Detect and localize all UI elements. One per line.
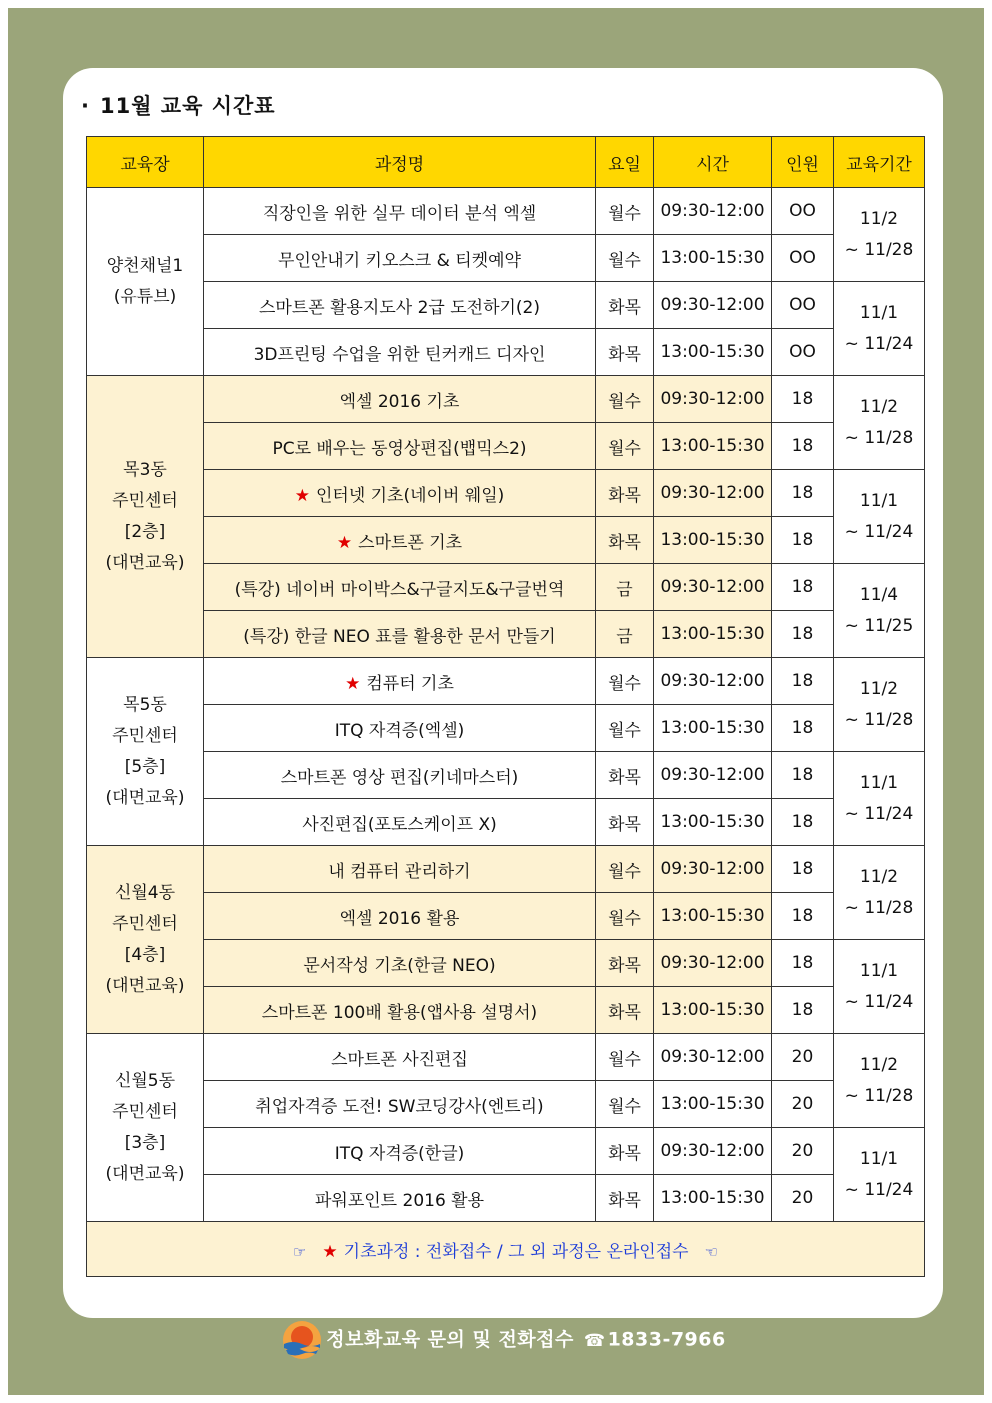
day-cell: 월수 <box>596 423 654 470</box>
venue-line: 목3동 <box>123 459 167 480</box>
contact-phone: 1833-7966 <box>607 1328 726 1351</box>
table-row <box>87 470 925 517</box>
pointing-hand-right-icon: ☞ <box>292 1242 307 1261</box>
table-row <box>87 658 925 705</box>
period-line: 11/2 <box>859 866 899 887</box>
period-line: 11/1 <box>859 772 899 793</box>
note-group <box>87 1222 925 1277</box>
table-row <box>87 235 925 282</box>
count-cell: 18 <box>772 376 834 423</box>
contact-footer <box>8 1320 992 1360</box>
venue-group <box>87 188 925 376</box>
count-cell: 18 <box>772 423 834 470</box>
course-cell <box>204 752 596 799</box>
time-cell: 13:00-15:30 <box>654 1175 772 1222</box>
day-cell: 화목 <box>596 517 654 564</box>
course-name: 컴퓨터 기초 <box>366 673 454 694</box>
course-name: 문서작성 기초(한글 NEO) <box>303 955 496 976</box>
pointing-hand-left-icon: ☜ <box>704 1242 719 1261</box>
course-name: 사진편집(포토스케이프 X) <box>302 814 497 835</box>
period-line: 11/2 <box>859 208 899 229</box>
day-cell: 금 <box>596 564 654 611</box>
period-cell <box>834 188 925 282</box>
time-cell: 13:00-15:30 <box>654 423 772 470</box>
course-cell <box>204 893 596 940</box>
telephone-icon: ☎ <box>583 1330 606 1351</box>
period-cell <box>834 940 925 1034</box>
day-cell: 월수 <box>596 1081 654 1128</box>
count-cell: 18 <box>772 517 834 564</box>
venue-cell <box>87 188 204 376</box>
day-cell: 화목 <box>596 282 654 329</box>
day-cell: 화목 <box>596 987 654 1034</box>
course-cell <box>204 987 596 1034</box>
venue-line: (대면교육) <box>105 787 185 808</box>
venue-line: 목5동 <box>123 694 167 715</box>
day-cell: 월수 <box>596 893 654 940</box>
period-line: ~ 11/28 <box>844 1085 914 1106</box>
table-row <box>87 987 925 1034</box>
count-cell: OO <box>772 329 834 376</box>
course-name: PC로 배우는 동영상편집(뱁믹스2) <box>272 438 527 459</box>
period-line: 11/1 <box>859 302 899 323</box>
course-name: 취업자격증 도전! SW코딩강사(엔트리) <box>255 1096 544 1117</box>
period-cell <box>834 846 925 940</box>
course-name: 스마트폰 100배 활용(앱사용 설명서) <box>261 1002 538 1023</box>
count-cell: 18 <box>772 611 834 658</box>
count-cell: 18 <box>772 752 834 799</box>
table-row <box>87 423 925 470</box>
time-cell: 13:00-15:30 <box>654 329 772 376</box>
time-cell: 09:30-12:00 <box>654 846 772 893</box>
course-cell <box>204 1128 596 1175</box>
count-cell: 18 <box>772 470 834 517</box>
day-cell: 월수 <box>596 846 654 893</box>
day-cell: 월수 <box>596 1034 654 1081</box>
venue-line: 주민센터 <box>112 1101 178 1122</box>
time-cell: 13:00-15:30 <box>654 799 772 846</box>
table-row <box>87 611 925 658</box>
venue-line: (유튜브) <box>113 286 177 307</box>
time-cell: 09:30-12:00 <box>654 1034 772 1081</box>
period-line: ~ 11/28 <box>844 709 914 730</box>
time-cell: 09:30-12:00 <box>654 1128 772 1175</box>
table-row <box>87 846 925 893</box>
day-cell: 화목 <box>596 752 654 799</box>
course-name: ITQ 자격증(한글) <box>334 1143 465 1164</box>
venue-line: 양천채널1 <box>106 255 184 276</box>
course-name: 엑셀 2016 활용 <box>339 908 460 929</box>
period-line: ~ 11/25 <box>844 615 914 636</box>
registration-note-text: 기초과정 : 전화접수 / 그 외 과정은 온라인접수 <box>343 1241 689 1262</box>
course-cell <box>204 940 596 987</box>
time-cell: 13:00-15:30 <box>654 987 772 1034</box>
course-cell <box>204 470 596 517</box>
course-cell <box>204 1081 596 1128</box>
venue-line: [3층] <box>124 1132 166 1153</box>
count-cell: 18 <box>772 893 834 940</box>
count-cell: 20 <box>772 1128 834 1175</box>
time-cell: 09:30-12:00 <box>654 470 772 517</box>
count-cell: 18 <box>772 564 834 611</box>
venue-line: 신월5동 <box>114 1070 176 1091</box>
time-cell: 13:00-15:30 <box>654 235 772 282</box>
time-cell: 09:30-12:00 <box>654 564 772 611</box>
venue-line: 주민센터 <box>112 913 178 934</box>
table-row <box>87 376 925 423</box>
course-cell <box>204 282 596 329</box>
period-cell <box>834 470 925 564</box>
period-line: ~ 11/28 <box>844 897 914 918</box>
venue-line: 주민센터 <box>112 490 178 511</box>
period-line: ~ 11/24 <box>844 803 914 824</box>
count-cell: 18 <box>772 799 834 846</box>
schedule-card <box>63 68 943 1318</box>
venue-cell <box>87 1034 204 1222</box>
red-star-icon: ★ <box>322 1241 338 1262</box>
count-cell: 18 <box>772 705 834 752</box>
red-star-icon: ★ <box>294 485 310 506</box>
table-row <box>87 564 925 611</box>
course-name: (특강) 한글 NEO 표를 활용한 문서 만들기 <box>243 626 556 647</box>
period-line: 11/4 <box>859 584 899 605</box>
count-cell: 18 <box>772 846 834 893</box>
course-name: 스마트폰 사진편집 <box>331 1049 468 1070</box>
day-cell: 화목 <box>596 1128 654 1175</box>
venue-line: 신월4동 <box>114 882 176 903</box>
course-name: 파워포인트 2016 활용 <box>314 1190 485 1211</box>
time-cell: 09:30-12:00 <box>654 658 772 705</box>
table-row <box>87 799 925 846</box>
period-line: 11/2 <box>859 678 899 699</box>
count-cell: 18 <box>772 987 834 1034</box>
period-cell <box>834 752 925 846</box>
period-cell <box>834 564 925 658</box>
table-row <box>87 1034 925 1081</box>
day-cell: 월수 <box>596 705 654 752</box>
day-cell: 월수 <box>596 188 654 235</box>
count-cell: OO <box>772 282 834 329</box>
day-cell: 화목 <box>596 1175 654 1222</box>
day-cell: 금 <box>596 611 654 658</box>
time-cell: 13:00-15:30 <box>654 1081 772 1128</box>
venue-line: [5층] <box>124 756 166 777</box>
day-cell: 월수 <box>596 376 654 423</box>
course-cell <box>204 376 596 423</box>
period-line: ~ 11/28 <box>844 239 914 260</box>
day-cell: 화목 <box>596 329 654 376</box>
venue-line: (대면교육) <box>105 552 185 573</box>
venue-line: (대면교육) <box>105 1163 185 1184</box>
period-line: ~ 11/24 <box>844 521 914 542</box>
course-cell <box>204 705 596 752</box>
table-row <box>87 1128 925 1175</box>
registration-note <box>87 1222 925 1277</box>
red-star-icon: ★ <box>345 673 361 694</box>
venue-line: [2층] <box>124 521 166 542</box>
count-cell: OO <box>772 235 834 282</box>
page-title <box>81 90 276 120</box>
period-cell <box>834 1128 925 1222</box>
day-cell: 화목 <box>596 940 654 987</box>
time-cell: 09:30-12:00 <box>654 282 772 329</box>
period-line: ~ 11/24 <box>844 991 914 1012</box>
day-cell: 월수 <box>596 235 654 282</box>
course-name: 내 컴퓨터 관리하기 <box>328 861 471 882</box>
count-cell: 20 <box>772 1034 834 1081</box>
time-cell: 09:30-12:00 <box>654 940 772 987</box>
table-row <box>87 940 925 987</box>
course-cell <box>204 188 596 235</box>
course-cell <box>204 423 596 470</box>
note-row <box>87 1222 925 1277</box>
time-cell: 09:30-12:00 <box>654 376 772 423</box>
count-cell: OO <box>772 188 834 235</box>
period-cell <box>834 1034 925 1128</box>
page-frame <box>8 8 984 1395</box>
period-cell <box>834 282 925 376</box>
period-line: 11/1 <box>859 490 899 511</box>
day-cell: 월수 <box>596 658 654 705</box>
period-line: 11/1 <box>859 960 899 981</box>
course-cell <box>204 1034 596 1081</box>
time-cell: 13:00-15:30 <box>654 705 772 752</box>
count-cell: 20 <box>772 1081 834 1128</box>
table-row <box>87 329 925 376</box>
page-title-text: 11월 교육 시간표 <box>99 94 276 118</box>
time-cell: 09:30-12:00 <box>654 752 772 799</box>
time-cell: 13:00-15:30 <box>654 893 772 940</box>
course-name: (특강) 네이버 마이박스&구글지도&구글번역 <box>234 579 565 600</box>
venue-group <box>87 846 925 1034</box>
table-row <box>87 1175 925 1222</box>
course-name: 스마트폰 영상 편집(키네마스터) <box>280 767 519 788</box>
period-cell <box>834 658 925 752</box>
course-name: 3D프린팅 수업을 위한 틴커캐드 디자인 <box>253 344 546 365</box>
count-cell: 20 <box>772 1175 834 1222</box>
sunrise-logo-icon <box>282 1320 322 1360</box>
header-count: 인원 <box>772 137 834 188</box>
period-line: ~ 11/28 <box>844 427 914 448</box>
venue-line: 주민센터 <box>112 725 178 746</box>
table-row <box>87 188 925 235</box>
red-star-icon: ★ <box>336 532 353 553</box>
course-cell <box>204 517 596 564</box>
table-row <box>87 705 925 752</box>
contact-label: 정보화교육 문의 및 전화접수 <box>326 1328 574 1351</box>
venue-group <box>87 1034 925 1222</box>
course-name: 엑셀 2016 기초 <box>339 391 460 412</box>
period-line: 11/2 <box>859 396 899 417</box>
count-cell: 18 <box>772 940 834 987</box>
venue-cell <box>87 376 204 658</box>
course-name: ITQ 자격증(엑셀) <box>334 720 465 741</box>
period-cell <box>834 376 925 470</box>
course-name: 스마트폰 활용지도사 2급 도전하기(2) <box>258 297 540 318</box>
header-venue: 교육장 <box>87 137 204 188</box>
header-row <box>87 137 925 188</box>
course-cell <box>204 564 596 611</box>
course-name: 무인안내기 키오스크 & 티켓예약 <box>278 250 521 271</box>
course-cell <box>204 658 596 705</box>
period-line: ~ 11/24 <box>844 1179 914 1200</box>
period-line: 11/2 <box>859 1054 899 1075</box>
course-cell <box>204 611 596 658</box>
venue-line: (대면교육) <box>105 975 185 996</box>
table-row <box>87 752 925 799</box>
course-cell <box>204 235 596 282</box>
count-cell: 18 <box>772 658 834 705</box>
course-cell <box>204 1175 596 1222</box>
venue-line: [4층] <box>124 944 166 965</box>
header-course: 과정명 <box>204 137 596 188</box>
course-cell <box>204 329 596 376</box>
table-row <box>87 1081 925 1128</box>
day-cell: 화목 <box>596 470 654 517</box>
period-line: ~ 11/24 <box>844 333 914 354</box>
venue-group <box>87 658 925 846</box>
header-period: 교육기간 <box>834 137 925 188</box>
table-row <box>87 282 925 329</box>
course-cell <box>204 799 596 846</box>
course-cell <box>204 846 596 893</box>
venue-group <box>87 376 925 658</box>
header-day: 요일 <box>596 137 654 188</box>
time-cell: 13:00-15:30 <box>654 517 772 564</box>
table-row <box>87 517 925 564</box>
table-row <box>87 893 925 940</box>
course-name: 직장인을 위한 실무 데이터 분석 엑셀 <box>262 203 537 224</box>
venue-cell <box>87 658 204 846</box>
course-name: 스마트폰 기초 <box>358 532 463 553</box>
bullet-dot-icon: · <box>81 94 90 118</box>
course-name: 인터넷 기초(네이버 웨일) <box>315 485 505 506</box>
venue-cell <box>87 846 204 1034</box>
header-time: 시간 <box>654 137 772 188</box>
time-cell: 13:00-15:30 <box>654 611 772 658</box>
schedule-table <box>86 136 925 1277</box>
period-line: 11/1 <box>859 1148 899 1169</box>
time-cell: 09:30-12:00 <box>654 188 772 235</box>
day-cell: 화목 <box>596 799 654 846</box>
